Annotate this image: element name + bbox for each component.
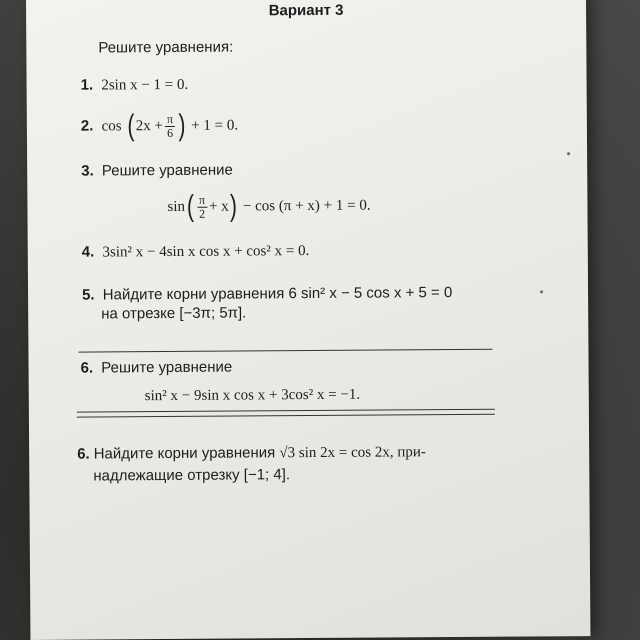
page-title: Вариант 3 [268,1,344,20]
task-3 [81,162,233,180]
divider-bottom-1 [77,409,495,413]
task-number: 1. [80,76,94,94]
task-6a-equation: sin² x − 9sin x cos x + 3cos² x = −1. [144,386,361,405]
paper-speck [540,290,543,293]
task-6b [77,443,426,463]
task-4-equation: 3sin² x − 4sin x cos x + cos² x = 0. [102,243,310,261]
task-1 [81,76,189,95]
task-3-rest: − cos (π + x) + 1 = 0. [242,197,371,215]
task-6b-text-a: Найдите корни уравнения [93,444,280,463]
task-3-equation [167,191,370,222]
fraction [197,193,207,220]
task-number: 6. [80,359,94,377]
task-6b-sqrt: √3 [279,445,296,462]
task-1-equation: 2sin x − 1 = 0. [101,76,189,94]
fraction-denominator: 2 [198,206,206,221]
task-6a [81,359,233,377]
task-2 [80,108,239,143]
fraction-numerator: π [165,112,175,126]
left-paren: ( [127,109,135,143]
right-paren: ) [230,189,238,223]
task-3-func: sin [167,198,186,215]
fraction-denominator: 6 [166,125,174,140]
task-number: 2. [80,117,94,135]
task-5-line-2: на отрезке [−3π; 5π]. [101,304,247,323]
fraction [165,112,175,139]
task-number: 4. [81,243,95,261]
task-5-line-1: Найдите корни уравнения 6 sin² x − 5 cos x + 5 = 0 [102,284,453,304]
task-2-rest: + 1 = 0. [191,117,239,134]
worksheet-page [26,0,590,640]
task-5 [82,284,452,304]
task-3-label: Решите уравнение [101,161,233,180]
task-6a-label: Решите уравнение [101,358,233,377]
task-2-func: cos [101,118,122,135]
task-6b-line-2: надлежащие отрезку [−1; 4]. [93,466,291,485]
task-number: 5. [82,286,95,304]
task-number: 3. [81,162,94,180]
intro-text: Решите уравнения: [98,38,234,57]
task-3-arg: + x [208,198,229,215]
paper-speck [567,152,570,155]
left-paren: ( [186,189,194,223]
fraction-numerator: π [197,193,207,207]
task-4 [82,242,310,262]
task-number: 6. [77,445,90,463]
task-2-arg: 2x + [135,118,164,135]
task-6b-text-b: sin 2x = cos 2x, при- [295,444,426,462]
divider-top [78,349,492,353]
divider-bottom-2 [77,414,495,418]
right-paren: ) [178,108,186,142]
